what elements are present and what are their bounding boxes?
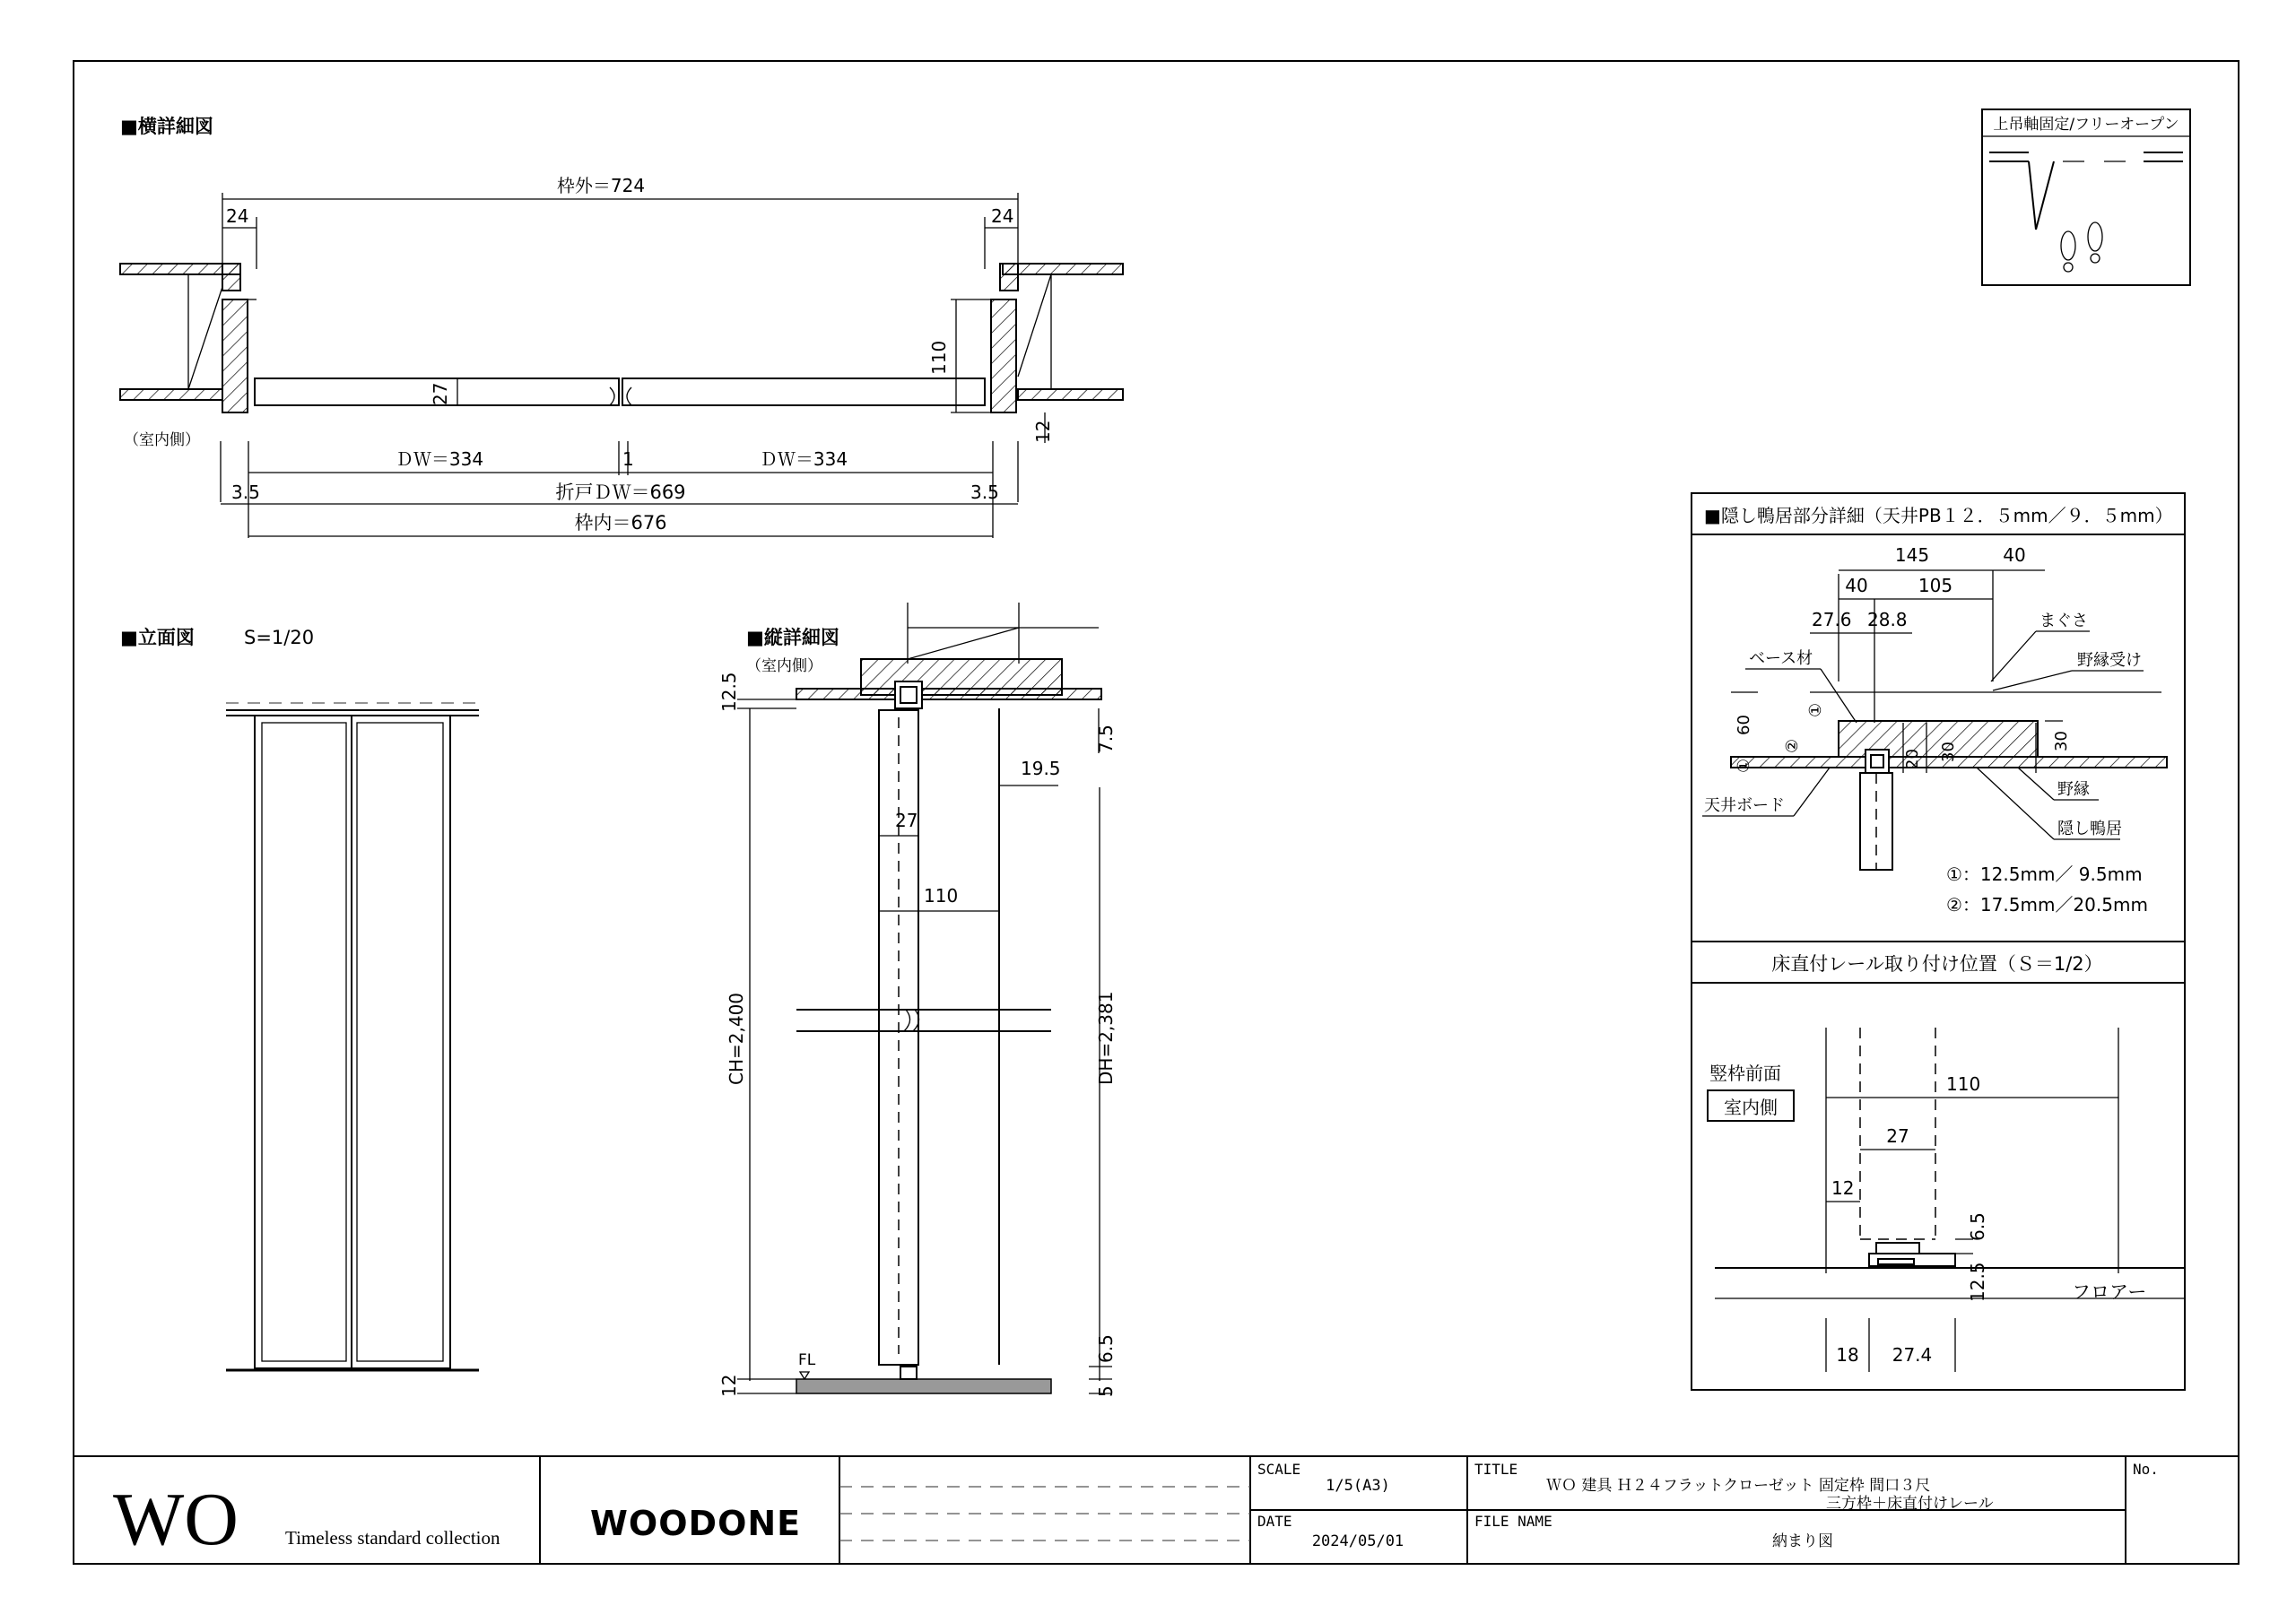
section-dim-125: 12.5 <box>718 672 740 712</box>
plan-frame-outer: 枠外＝724 <box>556 175 646 196</box>
no-label: No. <box>2133 1461 2159 1478</box>
plan-dim-12: 12 <box>1032 420 1054 443</box>
hr-d30a: 30 <box>1939 742 1958 762</box>
section-room-side: （室内側） <box>746 657 822 675</box>
file-label: FILE NAME <box>1474 1513 1552 1530</box>
title-label: TITLE <box>1474 1461 1518 1478</box>
hr-base: ベース材 <box>1749 649 1813 668</box>
hr-d288: 28.8 <box>1867 609 1908 630</box>
section-dim-195: 19.5 <box>1021 758 1061 779</box>
floor-rail-detail <box>1692 942 2185 1390</box>
hr-nobuchi: 野縁 <box>2057 780 2090 799</box>
plan-dim-27: 27 <box>430 382 451 405</box>
title-block <box>74 1456 2239 1564</box>
hr-d105: 105 <box>1918 575 1953 596</box>
hr-mark2: ② <box>1783 738 1802 753</box>
elevation-scale: S=1/20 <box>244 627 315 648</box>
hr-note2: ②：17.5mm／20.5mm <box>1946 894 2148 916</box>
fr-floor: フロアー <box>2072 1281 2147 1303</box>
hr-mark1: ① <box>1806 702 1825 717</box>
elevation-view <box>120 627 479 1370</box>
fr-room-side: 室内側 <box>1724 1097 1778 1118</box>
hr-d60: 60 <box>1735 715 1753 735</box>
scale-label: SCALE <box>1257 1461 1301 1478</box>
section-dim-12: 12 <box>718 1374 740 1397</box>
plan-room-side: （室内側） <box>124 431 200 449</box>
section-fl: FL <box>798 1351 816 1369</box>
hr-d276: 27.6 <box>1812 609 1852 630</box>
hr-d30b: 30 <box>2052 731 2071 751</box>
hidden-rail-title: ■隠し鴨居部分詳細（天井PB１２．５mm／９．５mm） <box>1704 505 2173 526</box>
fr-d65: 6.5 <box>1967 1212 1988 1241</box>
floor-rail-title: 床直付レール取り付け位置（Ｓ＝1/2） <box>1771 953 2103 975</box>
fr-d274: 27.4 <box>1892 1344 1933 1366</box>
hr-ceiling-board: 天井ボード <box>1704 796 1785 815</box>
hr-mark1b: ① <box>1735 758 1753 773</box>
fr-front: 竪枠前面 <box>1709 1063 1781 1084</box>
plan-left-24: 24 <box>226 205 249 227</box>
legend-box <box>1982 109 2190 285</box>
vertical-section <box>718 603 1117 1397</box>
hr-nobuchi-uke: 野縁受け <box>2077 651 2142 670</box>
brand-logo: WO <box>113 1478 239 1561</box>
sheet-border <box>74 61 2239 1564</box>
title-line2: 三方枠＋床直付けレール <box>1826 1495 1994 1513</box>
section-dim-5: 5 <box>1095 1385 1117 1397</box>
hr-d145: 145 <box>1894 544 1930 566</box>
hr-d40b: 40 <box>2003 544 2026 566</box>
hr-note1: ①：12.5mm／ 9.5mm <box>1946 864 2143 885</box>
section-dim-65: 6.5 <box>1095 1334 1117 1363</box>
plan-frame-inner: 枠内＝676 <box>574 512 667 534</box>
hidden-rail-detail <box>1692 493 2185 942</box>
plan-dim-110: 110 <box>928 340 950 375</box>
scale-value: 1/5(A3) <box>1326 1477 1390 1495</box>
brand-tagline: Timeless standard collection <box>285 1527 500 1549</box>
plan-title: ■横詳細図 <box>120 116 213 137</box>
section-dim-110: 110 <box>924 885 959 907</box>
fr-d18: 18 <box>1836 1344 1859 1366</box>
fr-d110: 110 <box>1946 1073 1981 1095</box>
hr-magusa: まぐさ <box>2039 612 2088 630</box>
fr-d27: 27 <box>1886 1125 1909 1147</box>
plan-left-35: 3.5 <box>231 482 260 503</box>
date-value: 2024/05/01 <box>1311 1532 1405 1550</box>
hr-d40a: 40 <box>1845 575 1868 596</box>
fr-d12: 12 <box>1831 1177 1855 1199</box>
elevation-title: ■立面図 <box>120 627 195 648</box>
plan-fold-dw: 折戸ＤＷ＝669 <box>555 482 686 503</box>
plan-detail <box>120 116 1123 538</box>
plan-dw-left: ＤＷ＝334 <box>395 448 484 470</box>
file-value: 納まり図 <box>1772 1532 1833 1550</box>
maker-logo: WOODONE <box>590 1504 802 1543</box>
section-dim-27: 27 <box>895 810 918 831</box>
date-label: DATE <box>1257 1513 1292 1530</box>
hr-kakushi: 隠し鴨居 <box>2057 820 2122 838</box>
plan-right-24: 24 <box>991 205 1014 227</box>
hr-d20: 20 <box>1903 749 1922 769</box>
section-dim-75: 7.5 <box>1095 725 1117 753</box>
footprint-icon <box>2061 231 2075 260</box>
title-line1: ＷＯ 建具 Ｈ２４フラットクローゼット 固定枠 間口３尺 <box>1546 1477 1931 1495</box>
section-ch: CH=2,400 <box>726 992 747 1085</box>
legend-title: 上吊軸固定/フリーオープン <box>1993 116 2179 134</box>
plan-dw-mid: 1 <box>622 448 634 470</box>
plan-dw-right: ＤＷ＝334 <box>759 448 848 470</box>
plan-right-35: 3.5 <box>970 482 999 503</box>
fr-d125: 12.5 <box>1967 1262 1988 1302</box>
section-dh: DH=2,381 <box>1095 991 1117 1085</box>
section-title: ■縦詳細図 <box>746 627 839 648</box>
